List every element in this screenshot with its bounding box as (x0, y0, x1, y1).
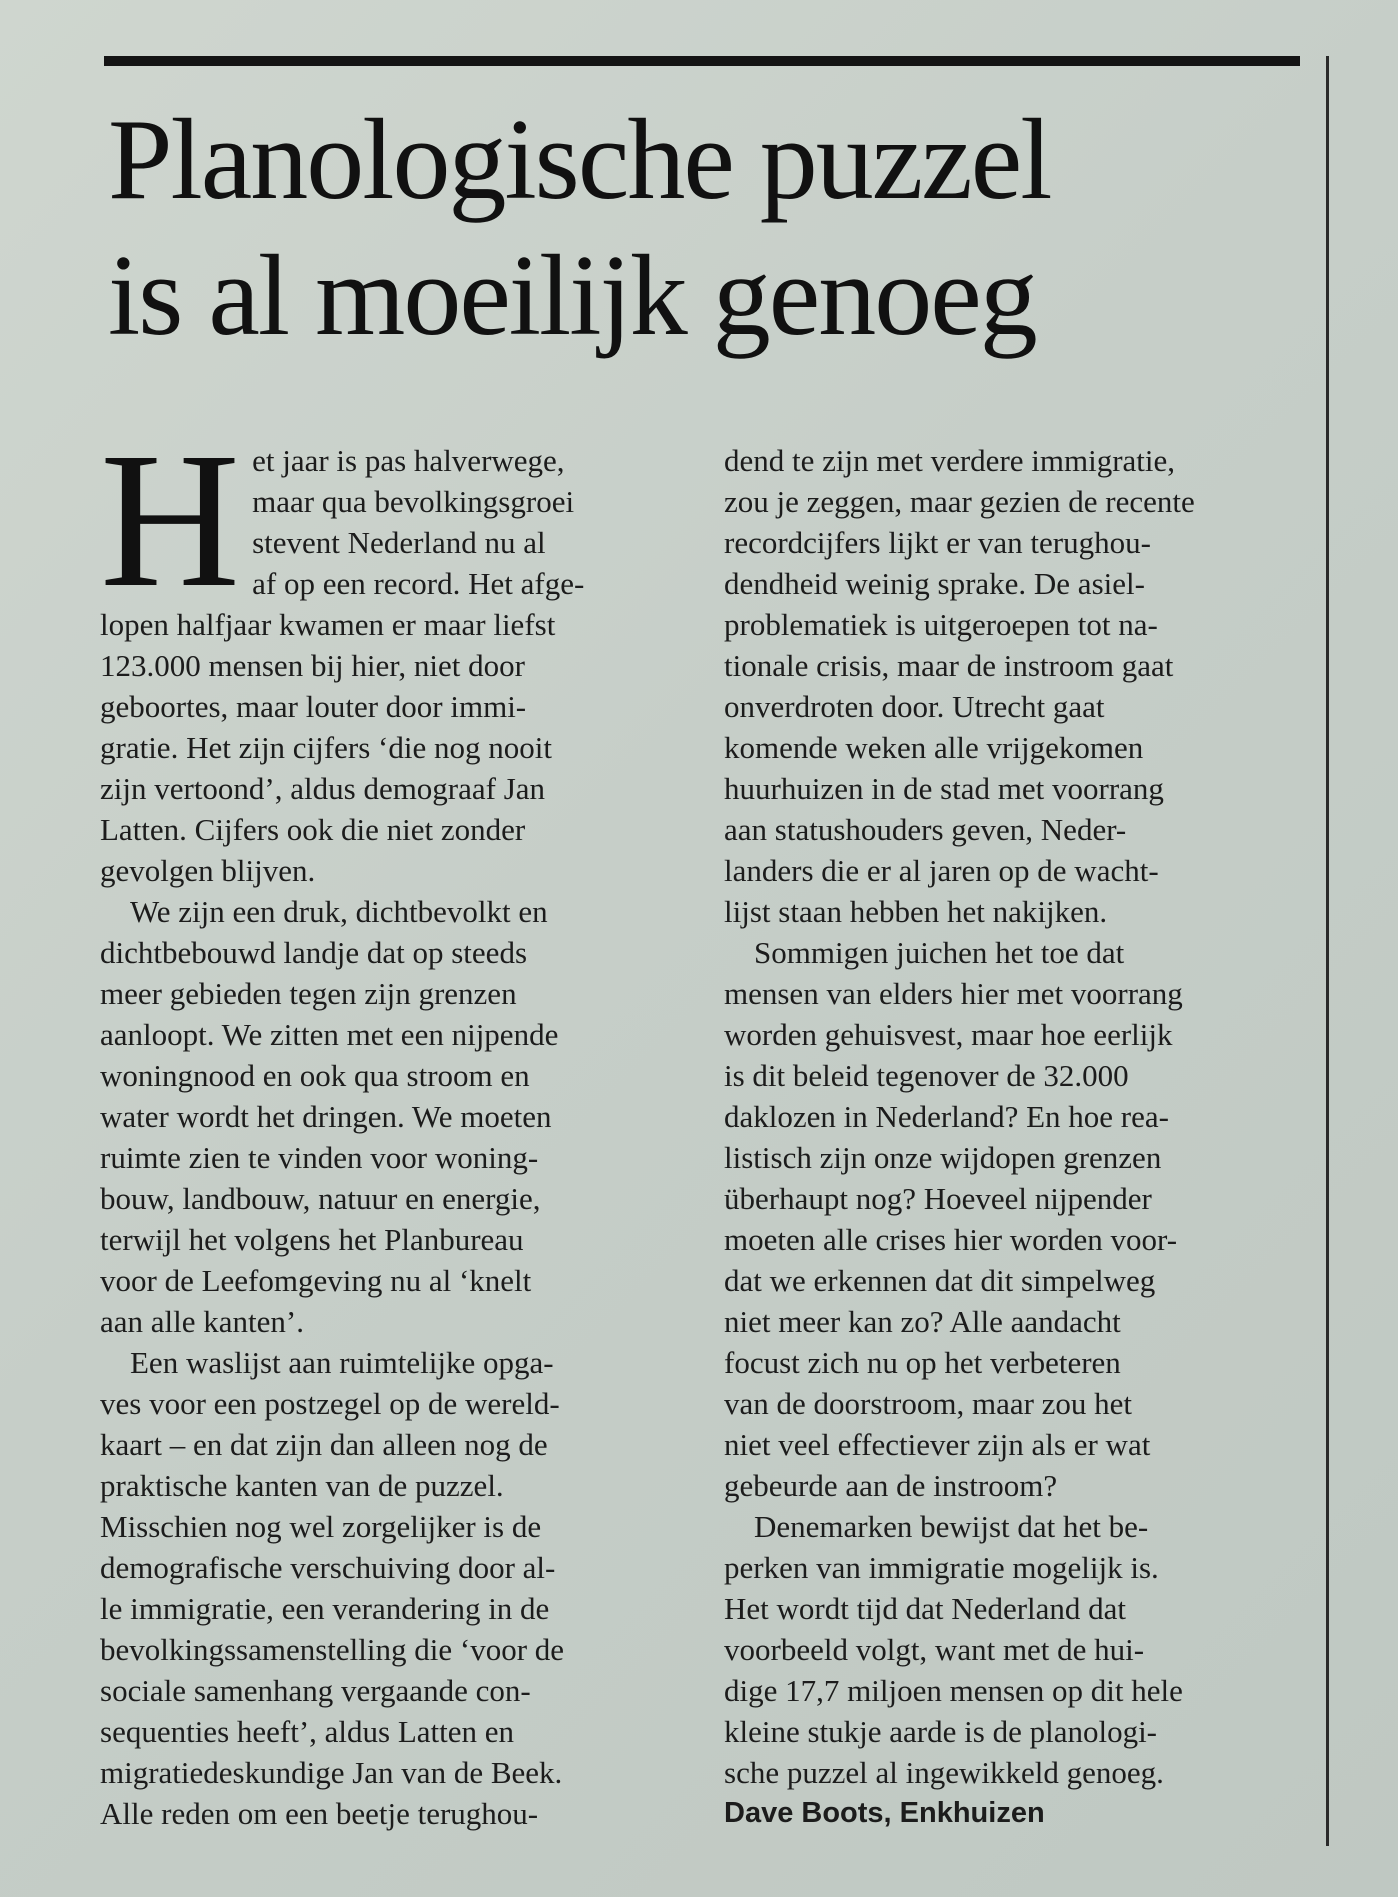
column-rule (1326, 56, 1329, 1846)
text-line: gebeurde aan de instroom? (724, 1468, 1058, 1503)
text-line: mensen van elders hier met voorrang (724, 976, 1183, 1011)
text-line: niet veel effectiever zijn als er wat (724, 1427, 1151, 1462)
text-line: lijst staan hebben het nakijken. (724, 894, 1108, 929)
headline-line-2: is al moeilijk genoeg (108, 232, 1036, 360)
text-line: Sommigen juichen het toe dat (754, 935, 1125, 970)
text-line: focust zich nu op het verbeteren (724, 1345, 1121, 1380)
text-line: aan statushouders geven, Neder- (724, 812, 1127, 847)
author-byline: Dave Boots, Enkhuizen (724, 1797, 1045, 1829)
drop-cap: H (100, 412, 241, 627)
text-line: dendheid weinig sprake. De asiel- (724, 566, 1145, 601)
text-line: woningnood en ook qua stroom en (100, 1058, 530, 1093)
text-line: is dit beleid tegenover de 32.000 (724, 1058, 1129, 1093)
text-line: zijn vertoond’, aldus demograaf Jan (100, 771, 546, 806)
text-line: perken van immigratie mogelijk is. (724, 1550, 1159, 1585)
text-line: ruimte zien te vinden voor woning- (100, 1140, 539, 1175)
text-line: onverdroten door. Utrecht gaat (724, 689, 1105, 724)
text-line: geboortes, maar louter door immi- (100, 689, 527, 724)
text-line: Alle reden om een beetje terughou- (100, 1796, 539, 1831)
headline (108, 92, 1308, 364)
text-line: gratie. Het zijn cijfers ‘die nog nooit (100, 730, 552, 765)
text-line: Het wordt tijd dat Nederland dat (724, 1591, 1127, 1626)
text-line: recordcijfers lijkt er van terughou- (724, 525, 1151, 560)
headline-line-1: Planologische puzzel (108, 96, 1051, 224)
text-line: le immigratie, een verandering in de (100, 1591, 550, 1626)
text-line: stevent Nederland nu al (252, 525, 546, 560)
text-line: We zijn een druk, dichtbevolkt en (130, 894, 548, 929)
text-line: kaart – en dat zijn dan alleen nog de (100, 1427, 548, 1462)
text-line: 123.000 mensen bij hier, niet door (100, 648, 525, 683)
text-line: maar qua bevolkingsgroei (252, 484, 575, 519)
text-line: meer gebieden tegen zijn grenzen (100, 976, 517, 1011)
text-line: worden gehuisvest, maar hoe eerlijk (724, 1017, 1173, 1052)
text-line: landers die er al jaren op de wacht- (724, 853, 1159, 888)
text-line: migratiedeskundige Jan van de Beek. (100, 1755, 563, 1790)
text-line: dichtbebouwd landje dat op steeds (100, 935, 528, 970)
text-line: voor de Leefomgeving nu al ‘knelt (100, 1263, 532, 1298)
text-line: et jaar is pas halverwege, (252, 443, 565, 478)
text-line: Misschien nog wel zorgelijker is de (100, 1509, 542, 1544)
article-column-left (100, 412, 674, 1834)
text-line: lopen halfjaar kwamen er maar liefst (100, 607, 556, 642)
text-line: gevolgen blijven. (100, 853, 316, 888)
top-rule (104, 56, 1300, 66)
text-line: tionale crisis, maar de instroom gaat (724, 648, 1174, 683)
text-line: terwijl het volgens het Planbureau (100, 1222, 524, 1257)
article-column-right (724, 440, 1298, 1834)
text-line: af op een record. Het afge- (252, 566, 585, 601)
text-line: aanloopt. We zitten met een nijpende (100, 1017, 559, 1052)
text-line: bevolkingssamenstelling die ‘voor de (100, 1632, 565, 1667)
text-line: voorbeeld volgt, want met de hui- (724, 1632, 1145, 1667)
text-line: water wordt het dringen. We moeten (100, 1099, 552, 1134)
text-line: praktische kanten van de puzzel. (100, 1468, 504, 1503)
text-line: dend te zijn met verdere immigratie, (724, 443, 1176, 478)
text-line: huurhuizen in de stad met voorrang (724, 771, 1164, 806)
text-line: dat we erkennen dat dit simpelweg (724, 1263, 1156, 1298)
text-line: daklozen in Nederland? En hoe rea- (724, 1099, 1169, 1134)
text-line: komende weken alle vrijgekomen (724, 730, 1144, 765)
text-line: sche puzzel al ingewikkeld genoeg. (724, 1755, 1164, 1790)
text-line: dige 17,7 miljoen mensen op dit hele (724, 1673, 1183, 1708)
text-line: kleine stukje aarde is de planologi- (724, 1714, 1158, 1749)
text-line: demografische verschuiving door al- (100, 1550, 556, 1585)
text-line: aan alle kanten’. (100, 1304, 304, 1339)
text-line: bouw, landbouw, natuur en energie, (100, 1181, 541, 1216)
text-line: überhaupt nog? Hoeveel nijpender (724, 1181, 1152, 1216)
text-line: sequenties heeft’, aldus Latten en (100, 1714, 515, 1749)
text-line: Latten. Cijfers ook die niet zonder (100, 812, 526, 847)
text-line: listisch zijn onze wijdopen grenzen (724, 1140, 1162, 1175)
text-line: problematiek is uitgeroepen tot na- (724, 607, 1158, 642)
text-line: van de doorstroom, maar zou het (724, 1386, 1133, 1421)
text-line: sociale samenhang vergaande con- (100, 1673, 531, 1708)
text-line: Denemarken bewijst dat het be- (754, 1509, 1149, 1544)
text-line: niet meer kan zo? Alle aandacht (724, 1304, 1121, 1339)
text-line: ves voor een postzegel op de wereld- (100, 1386, 560, 1421)
text-line: moeten alle crises hier worden voor- (724, 1222, 1178, 1257)
text-line: zou je zeggen, maar gezien de recente (724, 484, 1195, 519)
text-line: Een waslijst aan ruimtelijke opga- (130, 1345, 554, 1380)
